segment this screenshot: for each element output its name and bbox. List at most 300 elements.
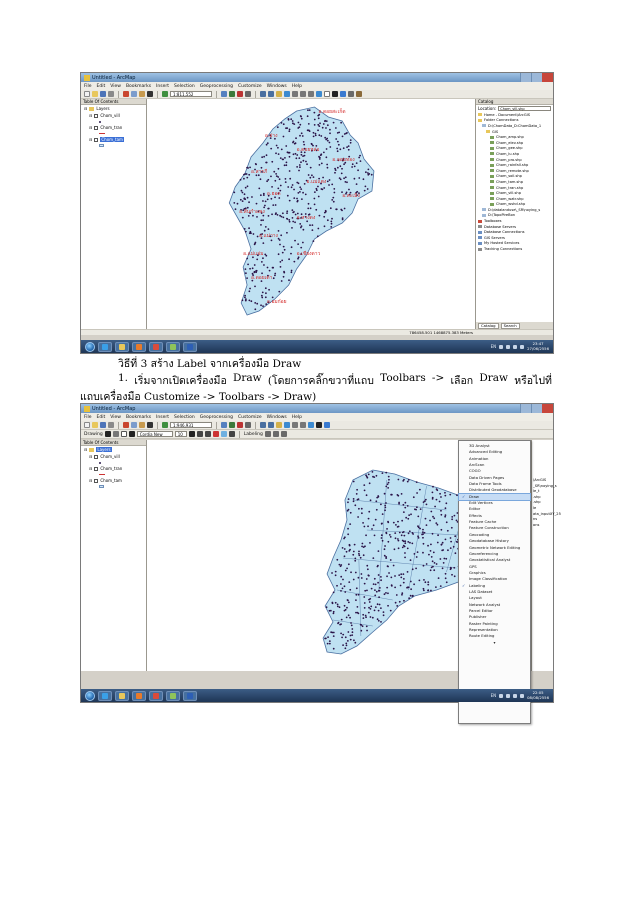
select-features-icon[interactable] [316, 91, 322, 97]
village-point [450, 541, 452, 543]
village-point [330, 226, 332, 228]
taskbar-explorer[interactable] [115, 342, 129, 352]
toolbar-menu-item-raster-painting[interactable]: Raster Painting [469, 620, 498, 626]
village-point [423, 579, 425, 581]
identify-icon[interactable] [340, 91, 346, 97]
menu-selection[interactable]: Selection [174, 414, 195, 420]
taskbar-explorer[interactable] [115, 691, 129, 701]
layer-checkbox[interactable] [94, 467, 98, 471]
village-point [385, 502, 387, 504]
village-point [423, 543, 425, 545]
catalog-item-label: Chom_tam.shp [496, 179, 523, 184]
toolbars-menu-list [459, 443, 530, 640]
village-point [291, 227, 293, 229]
tray-icon[interactable] [506, 345, 510, 349]
menu-help[interactable]: Help [291, 414, 303, 420]
step-1-line: 1. เริ่มจากเปิดเครื่องมือ Draw (โดยการคลิ๊กขวาที่แถบ Toolbars -> เลือก Draw หรือไปที่ [118, 372, 552, 387]
maximize-button[interactable] [531, 404, 542, 413]
tab-catalog[interactable]: Catalog [478, 323, 499, 329]
toc-layer-chom-tran[interactable]: ⊟ Chom_tran [89, 125, 123, 130]
village-point [270, 176, 272, 178]
village-point [394, 548, 396, 550]
fixed-zoom-icon[interactable] [292, 91, 298, 97]
taskbar-ie[interactable] [98, 691, 112, 701]
village-point [265, 226, 267, 228]
menu-customize[interactable]: Customize [238, 83, 262, 89]
layer-checkbox[interactable] [94, 455, 98, 459]
catalog-item-fragment[interactable]: ata_inputXY_25 [533, 511, 561, 516]
village-point [300, 116, 302, 118]
cut-icon[interactable] [123, 91, 129, 97]
village-point [262, 305, 264, 307]
toolbar-menu-item-distributed-geodatabase[interactable]: Distributed Geodatabase [469, 487, 517, 493]
menu-view[interactable]: View [110, 414, 121, 420]
village-point [357, 516, 359, 518]
editor-icon[interactable] [221, 422, 227, 428]
taskbar-ie[interactable] [98, 342, 112, 352]
paste-icon[interactable] [139, 422, 145, 428]
catalog-item[interactable] [476, 246, 553, 252]
select-elements-icon[interactable] [316, 422, 322, 428]
village-point [243, 178, 245, 180]
toc-layer-chom-vill[interactable]: ⊟ Chom_vill [89, 454, 120, 459]
taskbar-word[interactable] [183, 342, 197, 352]
toolbar-menu-item-3d-analyst[interactable]: 3D Analyst [469, 443, 490, 448]
volume-icon[interactable] [520, 345, 524, 349]
village-point [262, 292, 264, 294]
taskbar-media[interactable] [132, 342, 146, 352]
menu-bookmarks[interactable]: Bookmarks [125, 83, 152, 89]
village-point [324, 225, 326, 227]
village-point [347, 501, 349, 503]
taskbar-arcmap[interactable] [166, 691, 180, 701]
toolbar-menu-item-representation[interactable]: Representation [469, 626, 498, 632]
python-icon[interactable] [245, 422, 251, 428]
underline-icon[interactable] [205, 431, 211, 437]
close-button[interactable] [542, 73, 553, 82]
forward-icon[interactable] [308, 91, 314, 97]
add-data-icon[interactable] [162, 422, 168, 428]
menu-windows[interactable]: Windows [266, 414, 287, 420]
map-scale-box[interactable]: 1:811,552 [170, 91, 212, 97]
village-point [294, 240, 296, 242]
village-point [342, 219, 344, 221]
catalog-location-input[interactable]: Chom_vill.shp [498, 106, 551, 111]
toc-layer-chom-tam[interactable]: ⊟ Chom_tam [89, 137, 123, 142]
village-point [356, 183, 358, 185]
pan-icon[interactable] [276, 91, 282, 97]
village-point [327, 140, 329, 142]
catalog-item-fragment[interactable]: .shp [533, 494, 541, 499]
toolbar-menu-item-geodatabase-history[interactable]: Geodatabase History [469, 538, 509, 544]
print-icon[interactable] [108, 91, 114, 97]
village-point [338, 132, 340, 134]
new-icon[interactable] [84, 91, 90, 97]
village-point [262, 257, 264, 259]
map-canvas[interactable] [148, 99, 474, 329]
village-point [388, 572, 390, 574]
taskbar-media[interactable] [132, 691, 146, 701]
catalog-item-fragment[interactable]: le_t [533, 489, 540, 494]
identify-icon[interactable] [324, 422, 330, 428]
back-icon[interactable] [300, 91, 306, 97]
toolbar-menu-item-gps[interactable]: GPS [469, 563, 477, 569]
village-point [402, 547, 404, 549]
toolbar-menu-item-feature-construction[interactable]: Feature Construction [469, 525, 509, 531]
minimize-button[interactable] [520, 404, 531, 413]
toolbar-menu-item-geometric-network-editing[interactable]: Geometric Network Editing [469, 544, 521, 550]
village-point [325, 211, 327, 213]
village-point [350, 639, 352, 641]
village-point [286, 162, 288, 164]
toc-layers-group[interactable]: ⊟ Layers [84, 106, 110, 111]
select-elements-icon[interactable] [105, 431, 111, 437]
toolbar-menu-item-network-analyst[interactable]: Network Analyst [469, 601, 501, 607]
village-point [307, 109, 309, 111]
village-point [427, 589, 429, 591]
layer-checkbox[interactable] [94, 138, 98, 142]
village-point [281, 260, 283, 262]
toolbar-menu-item-edit-vertices[interactable]: Edit Vertices [469, 500, 493, 506]
village-point [389, 534, 391, 536]
taskbar-word[interactable] [183, 691, 197, 701]
village-point [388, 479, 390, 481]
toolbar-menu-item-labeling[interactable]: ✓ Labeling [459, 583, 530, 589]
save-icon[interactable] [100, 422, 106, 428]
village-point [441, 550, 443, 552]
close-button[interactable] [542, 404, 553, 413]
text-tool-icon[interactable] [129, 431, 135, 437]
tray-icon[interactable] [499, 345, 503, 349]
village-point [439, 558, 441, 560]
toolbox-icon[interactable] [237, 91, 243, 97]
village-point [333, 592, 335, 594]
village-point [378, 620, 380, 622]
new-icon[interactable] [84, 422, 90, 428]
open-folder-icon[interactable] [92, 91, 98, 97]
tray-icon[interactable] [506, 694, 510, 698]
village-point [285, 127, 287, 129]
village-point [290, 271, 292, 273]
village-point [281, 216, 283, 218]
village-point [431, 567, 433, 569]
toc-layer-chom-tam[interactable]: ⊟ Chom_tam [89, 478, 122, 483]
language-indicator[interactable]: EN [490, 344, 497, 349]
catalog-item-label: Chom_elev.shp [496, 140, 524, 145]
toolbar-menu-item-parcel-editor[interactable]: Parcel Editor [469, 607, 493, 613]
catalog-item-fragment[interactable]: le [533, 505, 537, 510]
network-icon[interactable] [513, 345, 517, 349]
layer-checkbox[interactable] [94, 126, 98, 130]
full-extent-icon[interactable] [284, 91, 290, 97]
back-icon[interactable] [292, 422, 298, 428]
village-point [402, 504, 404, 506]
village-point [329, 610, 331, 612]
toolbar-menu-item-data-driven-pages[interactable]: Data Driven Pages [469, 474, 505, 480]
village-point [285, 181, 287, 183]
toolbar-menu-item-layout[interactable]: Layout [469, 595, 482, 601]
village-point [433, 569, 435, 571]
italic-icon[interactable] [197, 431, 203, 437]
layer-checkbox[interactable] [94, 114, 98, 118]
map-view[interactable] [148, 99, 474, 329]
village-point [240, 199, 242, 201]
village-point [335, 138, 337, 140]
toc-layer-chom-tran[interactable]: ⊟ Chom_tran [89, 466, 123, 471]
village-point [454, 535, 456, 537]
village-point [422, 529, 424, 531]
village-point [397, 521, 399, 523]
map-scale-box[interactable]: 1:946,931 [170, 422, 212, 428]
toolbox-icon[interactable] [237, 422, 243, 428]
village-point [412, 532, 414, 534]
village-point [403, 511, 405, 513]
print-icon[interactable] [108, 422, 114, 428]
copy-icon[interactable] [131, 91, 137, 97]
district-label: อ.หางดง [296, 214, 316, 222]
village-point [423, 588, 425, 590]
village-point [266, 162, 268, 164]
font-size-combo[interactable]: 10 [175, 431, 187, 437]
village-point [404, 552, 406, 554]
fill-color-icon[interactable] [221, 431, 227, 437]
table-icon[interactable] [229, 422, 235, 428]
layer-checkbox[interactable] [94, 479, 98, 483]
village-point [333, 201, 335, 203]
village-point [337, 141, 339, 143]
volume-icon[interactable] [520, 694, 524, 698]
village-point [327, 636, 329, 638]
village-point [428, 554, 430, 556]
village-point [245, 268, 247, 270]
paste-icon[interactable] [139, 91, 145, 97]
village-point [363, 178, 365, 180]
rotate-icon[interactable] [113, 431, 119, 437]
toolbar-menu-item-data-frame-tools[interactable]: Data Frame Tools [469, 481, 502, 487]
line-color-icon[interactable] [229, 431, 235, 437]
menu-edit[interactable]: Edit [96, 414, 106, 420]
menu-file[interactable]: File [84, 83, 92, 89]
taskbar-chrome[interactable] [149, 342, 163, 352]
rectangle-icon[interactable] [121, 431, 127, 437]
village-point [380, 504, 382, 506]
village-point [345, 636, 347, 638]
menu-insert[interactable]: Insert [156, 414, 170, 420]
menu-insert[interactable]: Insert [156, 83, 170, 89]
language-indicator[interactable]: EN [490, 693, 497, 698]
toolbar-menu-item-feature-cache[interactable]: Feature Cache [469, 519, 497, 525]
labeling-menu[interactable]: Labeling [243, 431, 263, 437]
toolbar-menu-item-cogo[interactable]: COGO [469, 468, 481, 474]
toolbar-menu-item-geocoding[interactable]: Geocoding [469, 531, 490, 537]
village-point [365, 534, 367, 536]
toolbar-menu-item-georeferencing[interactable]: Georeferencing [469, 550, 499, 556]
toolbar-menu-item-geostatistical-analyst[interactable]: Geostatistical Analyst [469, 557, 511, 563]
toolbar-menu-item-las-dataset[interactable]: LAS Dataset [469, 588, 493, 594]
village-point [358, 157, 360, 159]
menu-bar [81, 82, 553, 90]
toc-layers-group[interactable]: ⊟ Layers [84, 447, 111, 452]
toc-title: Table Of Contents [81, 99, 146, 105]
village-point [331, 572, 333, 574]
clock[interactable]: 23:47 27/06/2556 [527, 341, 549, 351]
toolbar-menu-item-arcscan[interactable]: ArcScan [469, 462, 485, 468]
catalog-item-fragment[interactable]: _SR\noying_s [533, 483, 557, 488]
taskbar-arcmap[interactable] [166, 342, 180, 352]
start-button[interactable] [85, 342, 95, 352]
village-point [443, 558, 445, 560]
village-point [362, 614, 364, 616]
maximize-button[interactable] [531, 73, 542, 82]
village-point [346, 132, 348, 134]
find-icon[interactable] [348, 91, 354, 97]
pan-icon[interactable] [276, 422, 282, 428]
select-features-icon[interactable] [308, 422, 314, 428]
bold-icon[interactable] [189, 431, 195, 437]
toolbar-menu-item-animation[interactable]: Animation [469, 455, 489, 461]
toolbar-menu-item-editor[interactable]: Editor [469, 506, 481, 512]
table-icon[interactable] [229, 91, 235, 97]
village-point [341, 173, 343, 175]
menu-file[interactable]: File [84, 414, 92, 420]
village-point [325, 139, 327, 141]
toolbar-menu-item-effects[interactable]: Effects [469, 512, 482, 518]
editor-icon[interactable] [221, 91, 227, 97]
village-point [363, 554, 365, 556]
village-point [360, 630, 362, 632]
village-point [447, 549, 449, 551]
village-point [292, 120, 294, 122]
menu-geoprocessing[interactable]: Geoprocessing [199, 83, 234, 89]
zoom-out-icon[interactable] [268, 422, 274, 428]
village-point [440, 529, 442, 531]
village-point [335, 574, 337, 576]
open-folder-icon[interactable] [92, 422, 98, 428]
village-point [339, 606, 341, 608]
village-point [302, 192, 304, 194]
village-point [344, 647, 346, 649]
minimize-button[interactable] [520, 73, 531, 82]
add-data-icon[interactable] [162, 91, 168, 97]
village-point [244, 197, 246, 199]
village-point [400, 573, 402, 575]
label-priority-icon[interactable] [273, 431, 279, 437]
village-point [385, 592, 387, 594]
start-button[interactable] [85, 691, 95, 701]
village-point [434, 562, 436, 564]
zoom-in-icon[interactable] [260, 422, 266, 428]
zoom-in-icon[interactable] [260, 91, 266, 97]
menu-customize[interactable]: Customize [238, 414, 262, 420]
village-point [326, 120, 328, 122]
catalog-item-fragment[interactable]: \ArcGIS [533, 478, 547, 482]
village-point [331, 602, 333, 604]
village-point [335, 571, 337, 573]
main-workarea [81, 99, 553, 329]
village-point [357, 606, 359, 608]
toolbar-menu-item-publisher[interactable]: Publisher [469, 614, 487, 620]
taskbar-chrome[interactable] [149, 691, 163, 701]
zoom-out-icon[interactable] [268, 91, 274, 97]
village-point [388, 482, 390, 484]
drawing-menu[interactable]: Drawing [84, 431, 103, 437]
village-point [420, 508, 422, 510]
menu-help[interactable]: Help [291, 83, 303, 89]
village-point [346, 568, 348, 570]
menu-windows[interactable]: Windows [266, 83, 287, 89]
village-point [278, 168, 280, 170]
label-manager-icon[interactable] [265, 431, 271, 437]
menu-geoprocessing[interactable]: Geoprocessing [199, 414, 234, 420]
village-point [297, 127, 299, 129]
cut-icon[interactable] [123, 422, 129, 428]
menu-selection[interactable]: Selection [174, 83, 195, 89]
tab-search[interactable]: Search [501, 323, 520, 329]
village-point [299, 164, 301, 166]
village-point [271, 161, 273, 163]
font-color-icon[interactable] [213, 431, 219, 437]
measure-icon[interactable] [356, 91, 362, 97]
toolbar-menu-item-image-classification[interactable]: Image Classification [469, 576, 508, 582]
village-point [289, 178, 291, 180]
menu-edit[interactable]: Edit [96, 83, 106, 89]
font-combo[interactable]: Cordia New [137, 431, 173, 437]
village-point [329, 640, 331, 642]
village-point [267, 208, 269, 210]
copy-icon[interactable] [131, 422, 137, 428]
shapefile-icon [490, 169, 494, 172]
select-elements-icon[interactable] [332, 91, 338, 97]
village-point [288, 152, 290, 154]
menu-scroll-down-icon[interactable]: ▾ [493, 639, 496, 645]
forward-icon[interactable] [300, 422, 306, 428]
toolbar-menu-item-graphics[interactable]: Graphics [469, 569, 486, 575]
catalog-item-fragment[interactable]: .shp [533, 500, 541, 505]
village-point [454, 575, 456, 577]
village-point [360, 573, 362, 575]
delete-icon[interactable] [147, 91, 153, 97]
catalog-item-fragment[interactable]: ns [533, 517, 538, 522]
clear-selection-icon[interactable] [324, 91, 330, 97]
tray-icon[interactable] [499, 694, 503, 698]
save-icon[interactable] [100, 91, 106, 97]
toolbar-menu-item-route-editing[interactable]: Route Editing [469, 633, 495, 639]
folder-icon [478, 242, 482, 245]
delete-icon[interactable] [147, 422, 153, 428]
village-point [423, 565, 425, 567]
village-point [315, 135, 317, 137]
full-extent-icon[interactable] [284, 422, 290, 428]
toolbar-menu-item-draw[interactable]: ✓ Draw [459, 494, 530, 500]
python-icon[interactable] [245, 91, 251, 97]
network-icon[interactable] [513, 694, 517, 698]
toc-layer-chom-vill[interactable]: ⊟ Chom_vill [89, 113, 120, 118]
clock[interactable]: 22:05 08/08/2556 [527, 690, 549, 700]
village-point [281, 149, 283, 151]
village-point [395, 602, 397, 604]
folder-icon [486, 130, 490, 133]
menu-view[interactable]: View [110, 83, 121, 89]
village-point [348, 581, 350, 583]
village-point [305, 194, 307, 196]
village-point [364, 602, 366, 604]
menu-bookmarks[interactable]: Bookmarks [125, 414, 152, 420]
window-titlebar [81, 73, 553, 82]
toolbar-menu-item-advanced-editing[interactable]: Advanced Editing [469, 449, 503, 455]
village-point [342, 588, 344, 590]
catalog-item-fragment[interactable]: ons [533, 522, 540, 527]
label-weight-icon[interactable] [281, 431, 287, 437]
